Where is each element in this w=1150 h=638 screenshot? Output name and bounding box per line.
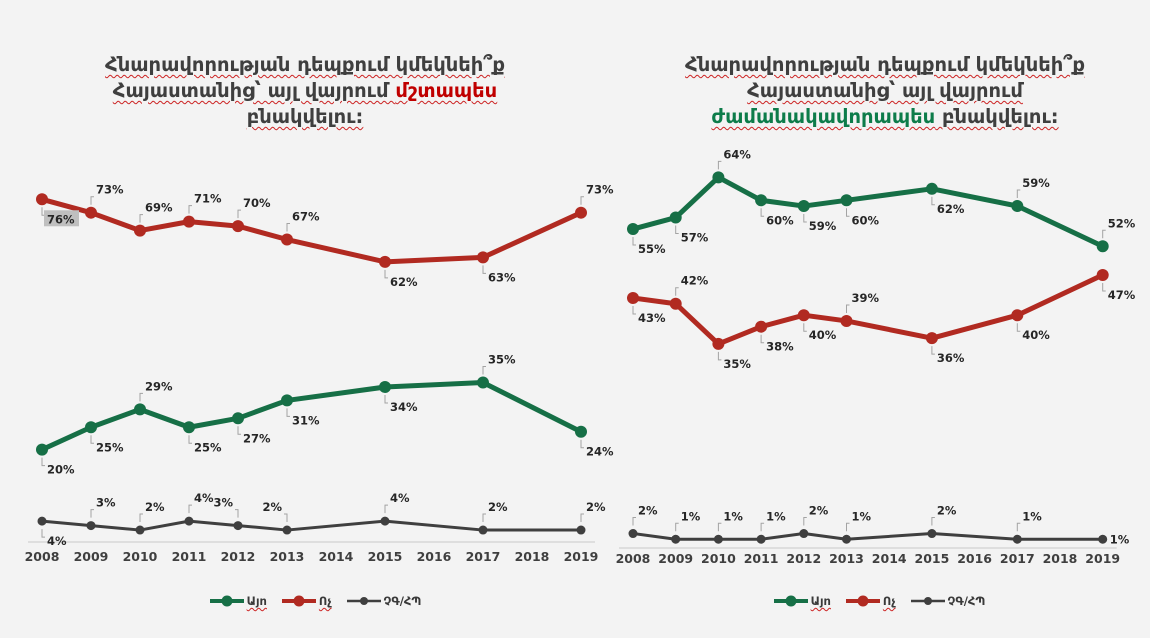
data-point-marker [232, 220, 244, 232]
x-axis-label: 2016 [416, 549, 452, 564]
chart-title-line [55, 78, 555, 104]
x-axis-label: 2019 [563, 549, 599, 564]
data-point-marker [234, 521, 243, 530]
label-leader-line [761, 335, 764, 343]
x-axis-label: 2017 [999, 551, 1035, 566]
data-point-marker [1097, 240, 1109, 252]
data-label: 2% [808, 503, 829, 518]
x-axis-label: 2008 [615, 551, 651, 566]
label-leader-line [42, 458, 45, 466]
label-leader-line [932, 346, 935, 354]
data-point-marker [926, 183, 938, 195]
data-label: 52% [1107, 216, 1136, 231]
data-point-marker [577, 526, 586, 535]
label-leader-line [847, 523, 850, 531]
x-axis-label: 2008 [25, 549, 60, 564]
data-point-marker [283, 526, 292, 535]
data-point-marker [755, 321, 767, 333]
data-point-marker [1011, 309, 1023, 321]
data-point-marker [575, 426, 587, 438]
legend-label: Ոչ [318, 594, 332, 608]
data-label: 29% [145, 379, 173, 394]
x-axis-label: 2014 [871, 551, 907, 566]
data-label: 1% [1022, 509, 1042, 524]
x-axis-label: 2012 [786, 551, 822, 566]
title-text: Հայաստանից՝ այլ վայրում [112, 79, 396, 102]
chart-title-line [640, 52, 1130, 78]
title-text: Հնարավորության դեպքում կմեկնեի՞ք [685, 53, 1085, 76]
data-point-marker [671, 535, 680, 544]
data-point-marker [757, 535, 766, 544]
legend-label: Այո [810, 594, 831, 608]
data-label: 63% [488, 270, 516, 285]
data-point-marker [85, 421, 97, 433]
data-point-marker [379, 381, 391, 393]
label-leader-line [42, 529, 45, 537]
data-label: 35% [723, 356, 751, 371]
data-label: 69% [145, 200, 173, 215]
left-line-chart [25, 143, 620, 588]
data-point-marker [38, 517, 47, 526]
label-leader-line [140, 215, 143, 223]
chart-title-line [55, 104, 555, 130]
title-accent-word: ժամանակավորապես [711, 105, 936, 128]
label-leader-line [235, 510, 238, 518]
legend-marker [221, 596, 232, 607]
x-axis-label: 2019 [1085, 551, 1121, 566]
data-label: 43% [638, 310, 666, 325]
data-point-marker [183, 421, 195, 433]
data-point-marker [1097, 269, 1109, 281]
legend-marker [293, 596, 304, 607]
x-axis-label: 2016 [957, 551, 992, 566]
data-label: 1% [723, 509, 743, 524]
legend-item [773, 594, 831, 608]
right-chart-title [640, 52, 1130, 130]
title-text: Հայաստանից՝ այլ վայրում [747, 79, 1023, 102]
title-text: բնակվելու: [246, 105, 364, 128]
x-axis-label: 2018 [1042, 551, 1078, 566]
data-point-marker [841, 194, 853, 206]
data-label: 73% [96, 182, 124, 197]
data-label: 60% [851, 213, 880, 228]
data-point-marker [36, 444, 48, 456]
chart-title-line [640, 78, 1130, 104]
label-leader-line [91, 197, 94, 205]
legend-marker-icon [910, 594, 946, 608]
data-point-marker [379, 256, 391, 268]
data-point-marker [755, 194, 767, 206]
legend-item [845, 594, 896, 608]
title-text: բնակվելու: [935, 105, 1059, 128]
chart-title-line [55, 52, 555, 78]
data-point-marker [134, 225, 146, 237]
legend-item [346, 594, 422, 608]
data-label: 4% [390, 491, 410, 506]
label-leader-line [189, 505, 192, 513]
data-label: 57% [680, 230, 709, 245]
x-axis-label: 2017 [465, 549, 501, 564]
series-line [42, 521, 581, 530]
right-chart-legend [608, 594, 1150, 608]
data-label: 67% [292, 209, 320, 224]
label-leader-line [284, 514, 287, 522]
data-label: 62% [936, 201, 965, 216]
legend-label: Այո [246, 594, 267, 608]
legend-marker [785, 596, 796, 607]
x-axis-label: 2010 [122, 549, 158, 564]
data-point-marker [1098, 535, 1107, 544]
data-label: 2% [488, 500, 508, 515]
data-point-marker [183, 216, 195, 228]
data-label: 3% [96, 495, 116, 510]
data-point-marker [575, 207, 587, 219]
data-label: 64% [723, 147, 751, 162]
label-leader-line [633, 518, 636, 526]
left-chart-legend [25, 594, 605, 608]
data-label: 2% [936, 503, 957, 518]
data-label: 2% [638, 503, 658, 518]
data-label: 42% [680, 273, 709, 288]
data-label: 2% [586, 500, 606, 515]
data-point-marker [926, 332, 938, 344]
data-point-marker [36, 193, 48, 205]
label-leader-line [140, 514, 143, 522]
label-leader-line [581, 514, 584, 522]
label-leader-line [676, 523, 679, 531]
data-point-marker [629, 529, 638, 538]
left-chart-title [55, 52, 555, 130]
x-axis-label: 2012 [220, 549, 256, 564]
data-label: 4% [194, 491, 214, 506]
label-leader-line [761, 208, 764, 216]
data-label: 1% [1109, 532, 1130, 547]
label-leader-line [287, 408, 290, 416]
data-point-marker [87, 521, 96, 530]
label-leader-line [633, 237, 636, 245]
label-leader-line [385, 270, 388, 278]
data-label: 71% [194, 191, 222, 206]
x-axis-label: 2011 [171, 549, 207, 564]
data-label: 76% [47, 212, 75, 227]
data-label: 47% [1107, 287, 1136, 302]
label-leader-line [238, 210, 241, 218]
label-leader-line [238, 426, 241, 434]
x-axis-label: 2010 [701, 551, 736, 566]
label-leader-line [581, 440, 584, 448]
data-point-marker [670, 298, 682, 310]
data-point-marker [185, 517, 194, 526]
data-label: 4% [47, 534, 67, 549]
legend-marker-icon [281, 594, 317, 608]
data-label: 25% [96, 440, 124, 455]
data-point-marker [714, 535, 723, 544]
legend-marker [924, 597, 932, 605]
data-label: 60% [766, 213, 794, 228]
data-label: 2% [262, 500, 282, 515]
data-label: 39% [851, 290, 880, 305]
label-leader-line [1103, 283, 1106, 291]
label-leader-line [189, 206, 192, 214]
label-leader-line [676, 288, 679, 296]
legend-marker [857, 596, 868, 607]
data-label: 20% [47, 462, 75, 477]
title-text: Հնարավորության դեպքում կմեկնեի՞ք [105, 53, 505, 76]
label-leader-line [718, 352, 721, 360]
label-leader-line [932, 518, 935, 526]
label-leader-line [91, 510, 94, 518]
label-leader-line [847, 305, 850, 313]
data-label: 31% [292, 413, 320, 428]
label-leader-line [761, 523, 764, 531]
data-point-marker [134, 403, 146, 415]
data-point-marker [798, 200, 810, 212]
data-label: 38% [766, 339, 794, 354]
x-axis-label: 2013 [829, 551, 864, 566]
data-label: 1% [766, 509, 786, 524]
legend-item [209, 594, 267, 608]
data-label: 73% [586, 182, 614, 197]
label-leader-line [483, 265, 486, 273]
legend-item [910, 594, 986, 608]
x-axis-label: 2014 [318, 549, 354, 564]
legend-marker-icon [773, 594, 809, 608]
data-label: 35% [488, 352, 516, 367]
data-point-marker [136, 526, 145, 535]
legend-marker [360, 597, 368, 605]
label-leader-line [385, 505, 388, 513]
legend-item [281, 594, 332, 608]
label-leader-line [847, 208, 850, 216]
right-line-chart [608, 143, 1150, 588]
data-point-marker [85, 207, 97, 219]
data-label: 25% [194, 440, 222, 455]
label-leader-line [804, 518, 807, 526]
x-axis-label: 2011 [743, 551, 779, 566]
label-leader-line [804, 323, 807, 331]
label-leader-line [140, 393, 143, 401]
data-point-marker [798, 309, 810, 321]
data-label: 1% [680, 509, 701, 524]
label-leader-line [804, 214, 807, 222]
series-line [633, 534, 1103, 540]
data-label: 36% [936, 351, 965, 366]
data-point-marker [712, 338, 724, 350]
data-point-marker [477, 377, 489, 389]
data-point-marker [477, 251, 489, 263]
data-point-marker [281, 394, 293, 406]
data-point-marker [1013, 535, 1022, 544]
title-accent-word: մշտապես [395, 79, 498, 102]
data-label: 1% [851, 509, 872, 524]
data-point-marker [232, 412, 244, 424]
label-leader-line [287, 224, 290, 232]
label-leader-line [1017, 523, 1020, 531]
label-leader-line [1017, 190, 1020, 198]
label-leader-line [189, 435, 192, 443]
label-leader-line [718, 523, 721, 531]
legend-marker-icon [845, 594, 881, 608]
data-point-marker [281, 234, 293, 246]
data-label: 70% [243, 196, 271, 211]
data-point-marker [842, 535, 851, 544]
data-point-marker [927, 529, 936, 538]
data-point-marker [627, 223, 639, 235]
data-point-marker [799, 529, 808, 538]
chart-title-line [640, 104, 1130, 130]
label-leader-line [676, 226, 679, 234]
legend-marker-icon [209, 594, 245, 608]
data-label: 59% [808, 219, 837, 234]
x-axis-label: 2015 [914, 551, 950, 566]
data-label: 2% [145, 500, 165, 515]
data-point-marker [712, 171, 724, 183]
label-leader-line [483, 367, 486, 375]
legend-label: ՉԳ/ՀՊ [947, 594, 986, 608]
label-leader-line [932, 197, 935, 205]
legend-marker-icon [346, 594, 382, 608]
x-axis-label: 2009 [73, 549, 109, 564]
label-leader-line [633, 306, 636, 314]
data-label: 3% [213, 495, 233, 510]
label-leader-line [1103, 230, 1106, 238]
data-label: 24% [586, 444, 614, 459]
data-label: 34% [390, 400, 418, 415]
label-leader-line [91, 435, 94, 443]
label-leader-line [718, 161, 721, 169]
data-point-marker [627, 292, 639, 304]
data-label: 59% [1022, 176, 1050, 191]
x-axis-label: 2015 [367, 549, 403, 564]
label-leader-line [483, 514, 486, 522]
label-leader-line [385, 395, 388, 403]
x-axis-label: 2009 [658, 551, 694, 566]
data-label: 62% [390, 274, 418, 289]
x-axis-label: 2013 [269, 549, 305, 564]
x-axis-label: 2018 [514, 549, 550, 564]
data-label: 40% [1022, 328, 1050, 343]
legend-label: Ոչ [882, 594, 896, 608]
data-point-marker [479, 526, 488, 535]
data-point-marker [841, 315, 853, 327]
label-leader-line [581, 197, 584, 205]
data-label: 40% [808, 328, 837, 343]
data-label: 55% [638, 242, 666, 257]
data-point-marker [670, 212, 682, 224]
data-label: 27% [243, 431, 271, 446]
data-point-marker [381, 517, 390, 526]
data-point-marker [1011, 200, 1023, 212]
label-leader-line [1017, 323, 1020, 331]
legend-label: ՉԳ/ՀՊ [383, 594, 422, 608]
